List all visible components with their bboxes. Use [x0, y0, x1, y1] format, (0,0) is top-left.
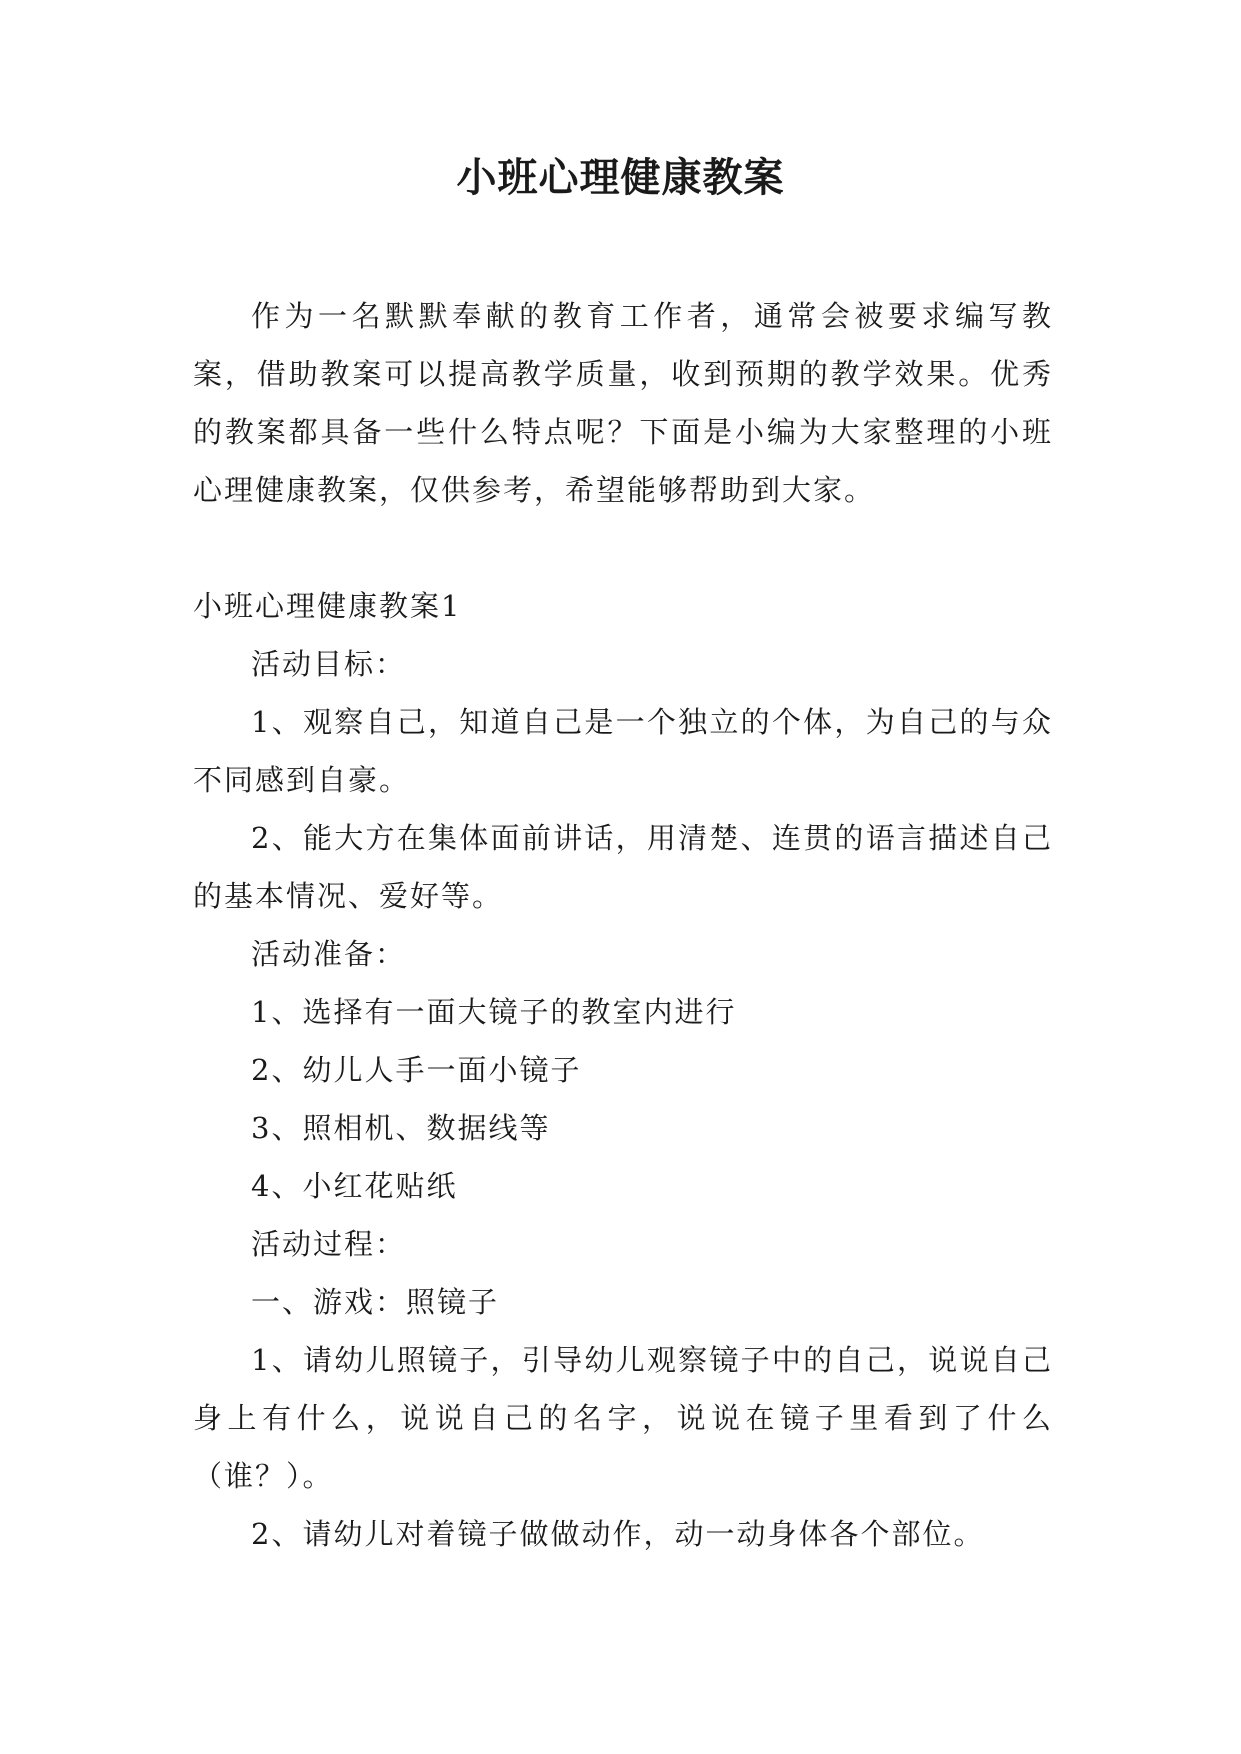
step-item: 2、请幼儿对着镜子做做动作，动一动身体各个部位。: [251, 1517, 985, 1551]
step-item: 1、请幼儿照镜子，引导幼儿观察镜子中的自己，说说自己身上有什么，说说自己的名字，说说在镜子里看到了什么（谁？）。: [193, 1343, 1053, 1493]
document-body: [193, 287, 1053, 1563]
document-title: 小班心理健康教案: [456, 154, 785, 201]
prep-item: 2、幼儿人手一面小镜子: [251, 1053, 582, 1087]
goal-item: 1、观察自己，知道自己是一个独立的个体，为自己的与众不同感到自豪。: [193, 705, 1053, 797]
process-heading: 活动过程：: [251, 1227, 407, 1261]
goals-heading: 活动目标：: [251, 647, 407, 681]
goal-item: 2、能大方在集体面前讲话，用清楚、连贯的语言描述自己的基本情况、爱好等。: [193, 821, 1053, 913]
step-heading: 一、游戏：照镜子: [251, 1285, 500, 1319]
section-heading: 小班心理健康教案1: [193, 589, 462, 623]
prep-item: 3、照相机、数据线等: [251, 1111, 551, 1145]
prep-item: 1、选择有一面大镜子的教室内进行: [251, 995, 737, 1029]
prep-item: 4、小红花贴纸: [251, 1169, 458, 1203]
intro-paragraph: 作为一名默默奉献的教育工作者，通常会被要求编写教案，借助教案可以提高教学质量，收到预期的教学效果。优秀的教案都具备一些什么特点呢？下面是小编为大家整理的小班心理健康教案，仅供参考，希望能够帮助到大家。: [193, 299, 1053, 507]
prep-heading: 活动准备：: [251, 937, 407, 971]
